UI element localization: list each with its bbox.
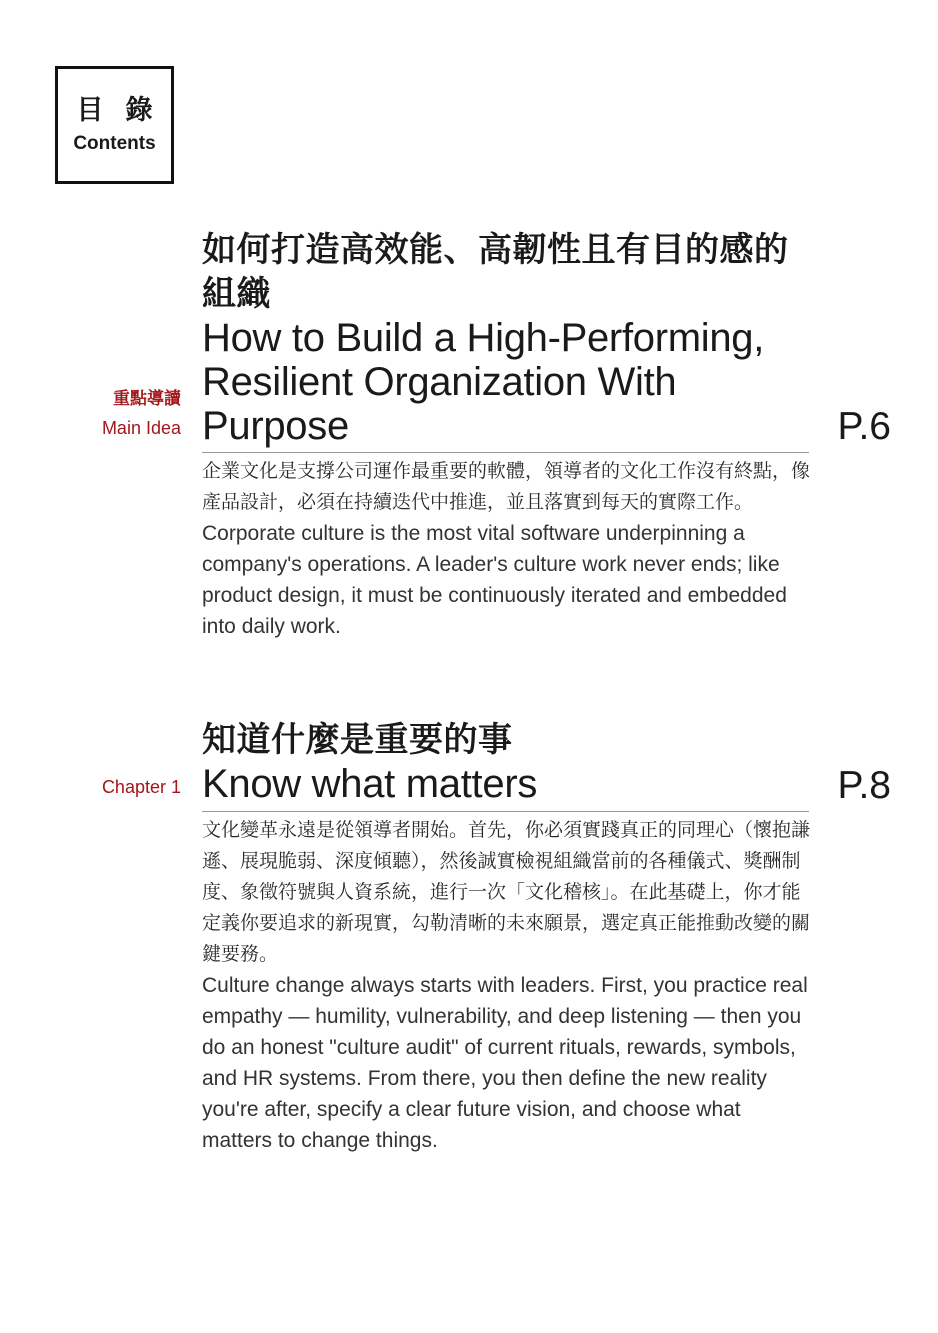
page-number[interactable]: P.8 <box>837 764 891 807</box>
contents-box <box>55 66 174 184</box>
section-label-en: Main Idea <box>101 418 181 438</box>
section-title-en: Know what matters <box>202 762 538 806</box>
section-title-zh: 知道什麼是重要的事 <box>202 720 513 760</box>
section-title-zh: 如何打造高效能、高韌性且有目的感的組織 <box>202 230 789 314</box>
description-en: Corporate culture is the most vital software underpinning a company's operations. A leader's culture work never ends; like product design, it must be continuously iterated and embedded into daily work. <box>202 522 787 638</box>
section-title[interactable] <box>202 718 809 806</box>
section-label-zh: 重點導讀 <box>113 389 181 409</box>
page-number[interactable]: P.6 <box>837 405 891 448</box>
contents-title-zh: 目錄 <box>76 94 175 126</box>
description-zh: 文化變革永遠是從領導者開始。首先，你必須實踐真正的同理心（懷抱謙遜、展現脆弱、深度傾聽），然後誠實檢視組織當前的各種儀式、獎酬制度、象徵符號與人資系統，進行一次「文化稽核」。在此基礎上，你才能定義你要追求的新現實，勾勒清晰的未來願景，選定真正能推動改變的關鍵要務。 <box>202 819 811 965</box>
section-label-en: Chapter 1 <box>101 777 181 797</box>
section-description <box>202 815 812 1156</box>
divider <box>202 452 809 453</box>
section-description <box>202 456 812 642</box>
section-title-en: How to Build a High-Performing, Resilient Organization With Purpose <box>202 316 765 448</box>
contents-title-en: Contents <box>73 133 156 155</box>
divider <box>202 811 809 812</box>
description-en: Culture change always starts with leaders. First, you practice real empathy — humility, vulnerability, and deep listening — then you do an honest "culture audit" of current rituals, rewards, symbols, and HR systems. From there, you then define the new reality you're after, specify a clear future vision, and choose what matters to change things. <box>202 974 808 1152</box>
section-title[interactable] <box>202 228 809 448</box>
description-zh: 企業文化是支撐公司運作最重要的軟體，領導者的文化工作沒有終點，像產品設計，必須在持續迭代中推進，並且落實到每天的實際工作。 <box>202 460 811 513</box>
